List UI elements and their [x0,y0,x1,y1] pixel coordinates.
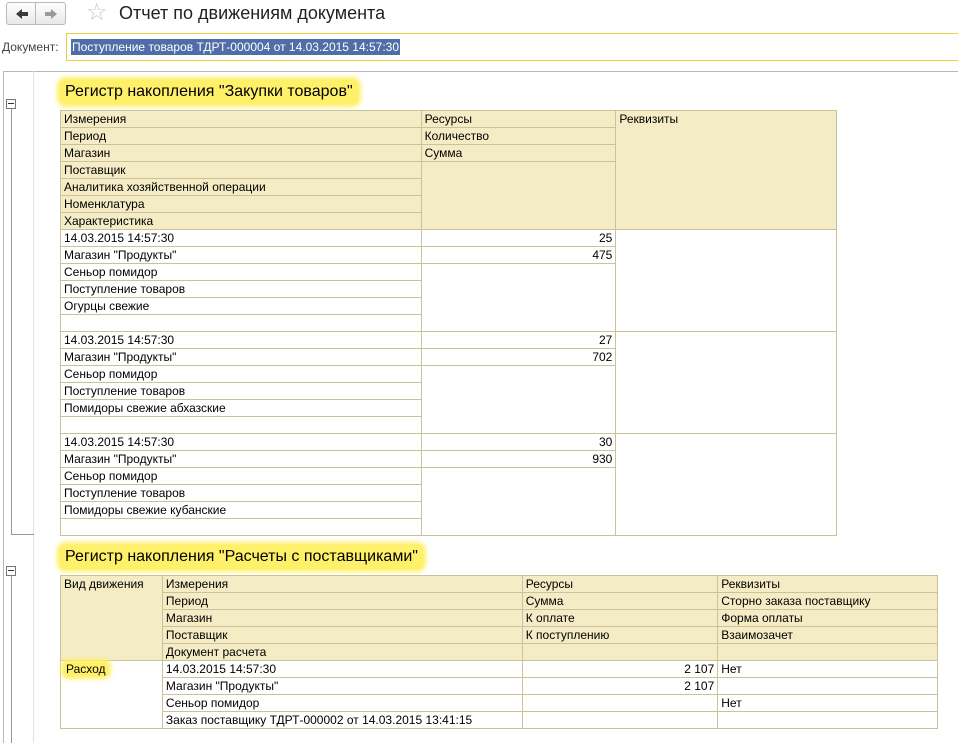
arrow-left-icon [15,8,29,20]
cell-supplier[interactable]: Сеньор помидор [162,695,522,712]
header-attributes: Реквизиты [718,576,938,593]
res-empty [522,644,718,661]
res-quantity: Количество [421,128,616,145]
forward-button[interactable] [36,2,66,25]
group1-line [11,109,12,534]
cell-characteristic [61,315,422,332]
table-row [61,434,837,451]
document-label: Документ: [2,40,59,54]
cell-amount[interactable]: 930 [421,451,616,468]
cell-period[interactable]: 14.03.2015 14:57:30 [61,434,422,451]
dim-period: Период [61,128,422,145]
dim-supplier: Поставщик [162,627,522,644]
cell-operation[interactable]: Поступление товаров [61,485,422,502]
dim-period: Период [162,593,522,610]
window-title: Отчет по движениям документа [119,3,386,23]
res-empty [421,162,616,230]
cell-store[interactable]: Магазин "Продукты" [61,349,422,366]
back-button[interactable] [6,2,36,25]
report-frame-left [3,71,4,743]
res-amount: Сумма [421,145,616,162]
res-sum: Сумма [522,593,718,610]
cell-empty [421,468,616,536]
cell-supplier[interactable]: Сеньор помидор [61,264,422,281]
cell-storno[interactable]: Нет [718,661,938,678]
header-resources: Ресурсы [421,111,616,128]
cell-supplier[interactable]: Сеньор помидор [61,366,422,383]
dim-characteristic: Характеристика [61,213,422,230]
dim-store: Магазин [162,610,522,627]
table-row [61,332,837,349]
cell-quantity[interactable]: 27 [421,332,616,349]
cell-item[interactable]: Огурцы свежие [61,298,422,315]
cell-store[interactable]: Магазин "Продукты" [61,247,422,264]
collapse-register2-icon[interactable] [6,566,16,576]
register2-table [60,575,938,729]
dim-item: Номенклатура [61,196,422,213]
attr-empty [718,644,938,661]
register2-title: Регистр накопления "Расчеты с поставщиками" [60,545,423,569]
cell-operation[interactable]: Поступление товаров [61,383,422,400]
cell-amount[interactable]: 475 [421,247,616,264]
cell-characteristic [61,519,422,536]
cell-amount[interactable]: 702 [421,349,616,366]
register1-table [60,110,837,536]
cell-movement[interactable] [61,661,163,729]
cell-payment-form[interactable] [718,678,938,695]
cell-attributes [616,230,837,332]
cell-empty [421,264,616,332]
cell-quantity[interactable]: 25 [421,230,616,247]
cell-attributes [616,434,837,536]
header-movement: Вид движения [61,576,163,661]
document-value: Поступление товаров ТДРТ-000004 от 14.03.2015 14:57:30 [72,40,400,54]
report-frame-top [3,71,958,72]
cell-empty [522,712,718,729]
cell-to-receive[interactable] [522,695,718,712]
cell-sum[interactable]: 2 107 [522,661,718,678]
header-dimensions: Измерения [61,111,422,128]
cell-item[interactable]: Помидоры свежие кубанские [61,502,422,519]
group2-line [11,576,12,743]
res-to-pay: К оплате [522,610,718,627]
cell-attributes [616,332,837,434]
attr-offset: Взаимозачет [718,627,938,644]
cell-item[interactable]: Помидоры свежие абхазские [61,400,422,417]
cell-period[interactable]: 14.03.2015 14:57:30 [61,230,422,247]
cell-store[interactable]: Магазин "Продукты" [61,451,422,468]
register1-title: Регистр накопления "Закупки товаров" [60,80,358,104]
dim-supplier: Поставщик [61,162,422,179]
cell-supplier[interactable]: Сеньор помидор [61,468,422,485]
dim-operation: Аналитика хозяйственной операции [61,179,422,196]
movement-value: Расход [66,662,106,676]
cell-period[interactable]: 14.03.2015 14:57:30 [61,332,422,349]
header-attributes: Реквизиты [616,111,837,230]
res-to-receive: К поступлению [522,627,718,644]
dim-settlement-doc: Документ расчета [162,644,522,661]
cell-characteristic [61,417,422,434]
cell-empty [421,366,616,434]
group1-foot [11,534,34,535]
table-row [61,661,938,678]
cell-period[interactable]: 14.03.2015 14:57:30 [162,661,522,678]
dim-store: Магазин [61,145,422,162]
cell-operation[interactable]: Поступление товаров [61,281,422,298]
header-resources: Ресурсы [522,576,718,593]
cell-settlement-doc[interactable]: Заказ поставщику ТДРТ-000002 от 14.03.2015 13:41:15 [162,712,522,729]
cell-offset[interactable]: Нет [718,695,938,712]
collapse-register1-icon[interactable] [6,99,16,109]
attr-storno: Сторно заказа поставщику [718,593,938,610]
table-row [61,230,837,247]
header-dimensions: Измерения [162,576,522,593]
document-field[interactable] [66,33,958,61]
star-icon[interactable]: ☆ [86,0,108,26]
report-gutter-line [33,71,34,743]
cell-to-pay[interactable]: 2 107 [522,678,718,695]
arrow-right-icon [44,8,58,20]
cell-store[interactable]: Магазин "Продукты" [162,678,522,695]
cell-quantity[interactable]: 30 [421,434,616,451]
attr-payment-form: Форма оплаты [718,610,938,627]
cell-empty [718,712,938,729]
